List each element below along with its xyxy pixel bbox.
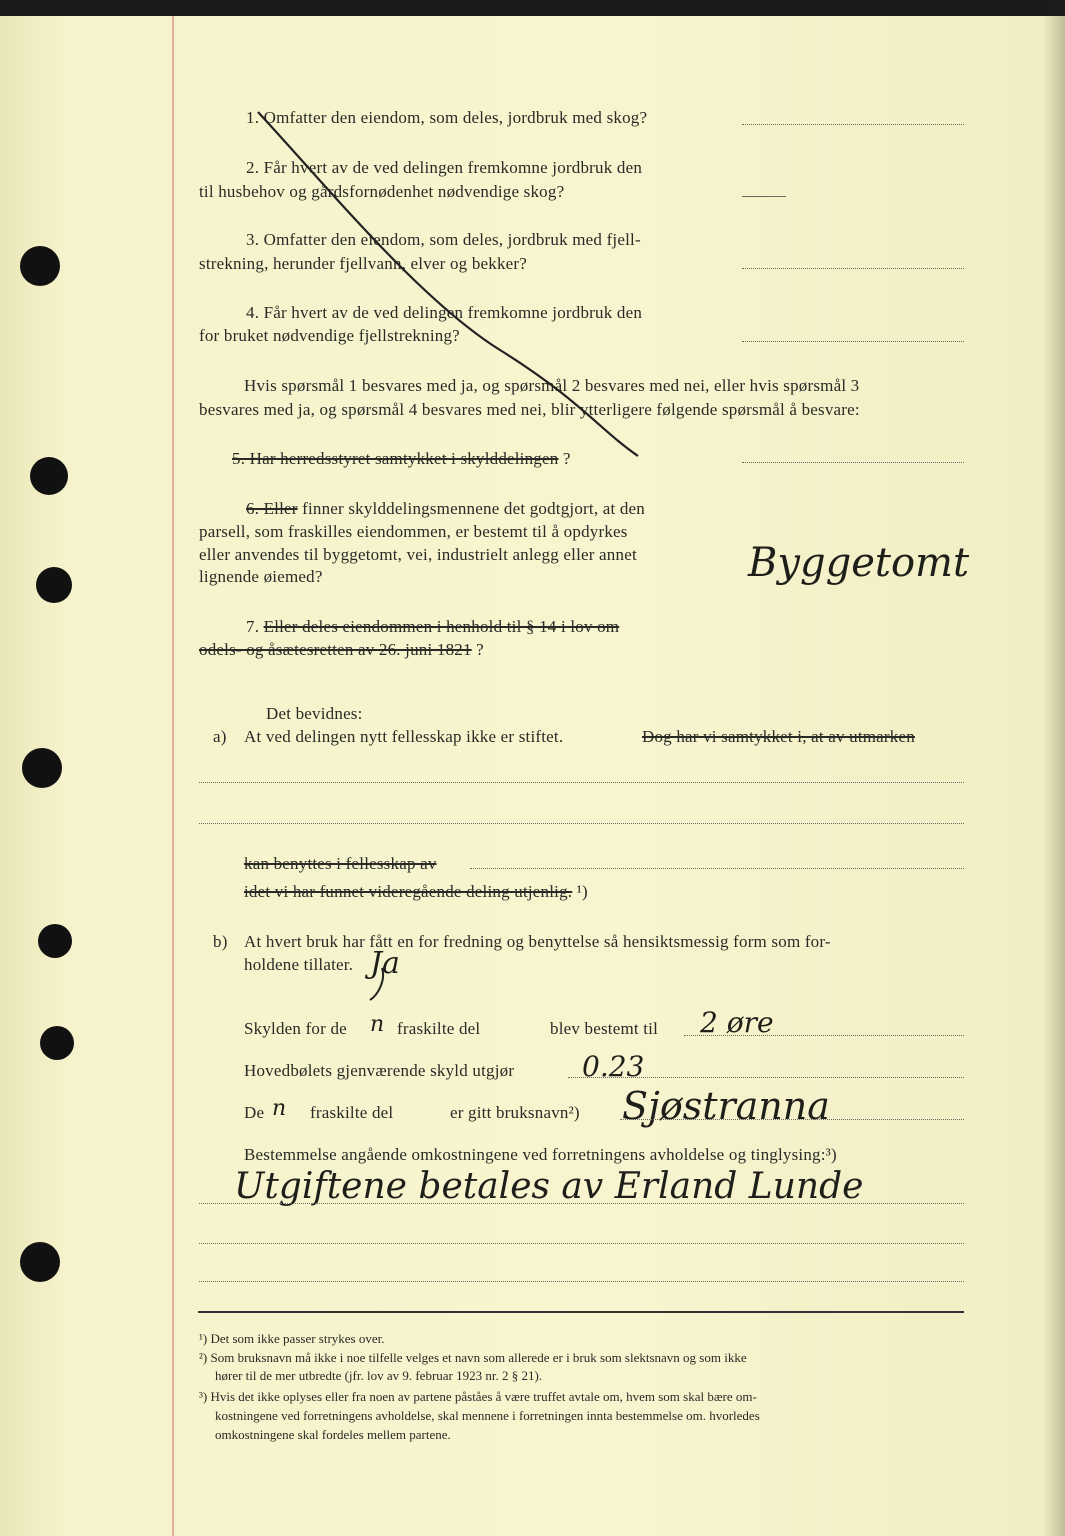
- question-4-line-2: for bruket nødvendige fjellstrekning?: [199, 326, 460, 345]
- question-3-line-2: strekning, herunder fjellvann, elver og bekker?: [199, 254, 528, 273]
- handwritten-skyld-value: 2 øre: [700, 1006, 774, 1039]
- handwritten-skyld-n: n: [370, 1012, 385, 1037]
- hovedbol-label: Hovedbølets gjenværende skyld utgjør: [244, 1061, 515, 1080]
- item-b-label: b): [213, 932, 228, 951]
- item-a-label: a): [213, 727, 227, 746]
- question-6-line-4: lignende øiemed?: [199, 567, 323, 586]
- item-a-text: At ved delingen nytt fellesskap ikke er stiftet.: [244, 727, 564, 746]
- item-a-footnote-ref: ¹): [576, 882, 588, 901]
- question-1: 1. Omfatter den eiendom, som deles, jordbruk med skog?: [246, 108, 648, 127]
- item-a-struck-text-2: kan benyttes i fellesskap av: [244, 854, 437, 873]
- question-5-text: 5. Har herredsstyret samtykket i skylddelingen: [232, 449, 559, 468]
- question-6-prefix: 6. Eller: [246, 499, 298, 518]
- skyld-suffix: blev bestemt til: [550, 1019, 659, 1038]
- question-6-text: finner skylddelingsmennene det godtgjort, at den: [302, 499, 646, 518]
- diagonal-pen-strike: [258, 112, 638, 456]
- condition-line-2: besvares med ja, og spørsmål 4 besvares med nei, blir ytterligere følgende spørsmål å besvare:: [199, 400, 860, 419]
- question-7-text-2: odels- og åsætesretten av 26. juni 1821: [199, 640, 472, 659]
- item-b-line-1: At hvert bruk har fått en for fredning og benyttelse så hensiktsmessig form som for-: [244, 932, 831, 951]
- item-b-hook-mark: [370, 968, 383, 1000]
- question-7-text: Eller deles eiendommen i henhold til § 14 i lov om: [263, 617, 620, 636]
- footnote-1: ¹) Det som ikke passer strykes over.: [199, 1331, 385, 1346]
- handwritten-byggetomt: Byggetomt: [748, 540, 970, 586]
- question-2-line-1: 2. Får hvert av de ved delingen fremkomne jordbruk den: [246, 158, 643, 177]
- item-a-struck-text: Dog har vi samtykket i, at av utmarken: [642, 727, 915, 746]
- footnote-2-line-1: ²) Som bruksnavn må ikke i noe tilfelle velges et navn som allerede er i bruk som slektsnavn og som ikke: [199, 1350, 747, 1365]
- skyld-mid: fraskilte del: [397, 1019, 481, 1038]
- handwritten-kostnader: Utgiftene betales av Erland Lunde: [234, 1166, 864, 1207]
- de-suffix: er gitt bruksnavn²): [450, 1103, 580, 1122]
- footnote-3-line-3: omkostningene skal fordeles mellem partene.: [215, 1427, 451, 1442]
- skyld-prefix: Skylden for de: [244, 1019, 347, 1038]
- item-a-struck-text-3: idet vi har funnet videregående deling utjenlig.: [244, 882, 573, 901]
- handwritten-ja: Ja: [370, 946, 400, 981]
- question-2-line-2: til husbehov og gårdsfornødenhet nødvendige skog?: [199, 182, 565, 201]
- handwritten-bruksnavn: Sjøstranna: [622, 1084, 830, 1128]
- question-7-number: 7.: [246, 617, 260, 636]
- question-3-line-1: 3. Omfatter den eiendom, som deles, jordbruk med fjell-: [246, 230, 641, 249]
- question-4-line-1: 4. Får hvert av de ved delingen fremkomne jordbruk den: [246, 303, 643, 322]
- handwritten-de-n: n: [272, 1096, 287, 1121]
- question-6-line-3: eller anvendes til byggetomt, vei, industrielt anlegg eller annet: [199, 545, 637, 564]
- de-prefix: De: [244, 1103, 265, 1122]
- de-mid: fraskilte del: [310, 1103, 394, 1122]
- condition-line-1: Hvis spørsmål 1 besvares med ja, og spørsmål 2 besvares med nei, eller hvis spørsmål 3: [244, 376, 860, 395]
- certification-intro: Det bevidnes:: [266, 704, 363, 723]
- question-6-line-2: parsell, som fraskilles eiendommen, er bestemt til å opdyrkes: [199, 522, 628, 541]
- item-b-line-2: holdene tillater.: [244, 955, 354, 974]
- footnote-3-line-2: kostningene ved forretningens avholdelse, skal mennene i forretningen innta bestemmelse om. hvorledes: [215, 1408, 760, 1423]
- bestemmelse-label: Bestemmelse angående omkostningene ved forretningens avholdelse og tinglysing:³): [244, 1145, 837, 1164]
- question-5-mark: ?: [562, 449, 571, 468]
- footnote-2-line-2: hører til de mer utbredte (jfr. lov av 9. februar 1923 nr. 2 § 21).: [215, 1368, 543, 1383]
- footnote-3-line-1: ³) Hvis det ikke oplyses eller fra noen av partene påståes å være truffet avtale om, hvem som skal bære om-: [199, 1389, 757, 1404]
- question-7-mark: ?: [476, 640, 484, 659]
- handwritten-hovedbol-value: 0.23: [582, 1050, 645, 1083]
